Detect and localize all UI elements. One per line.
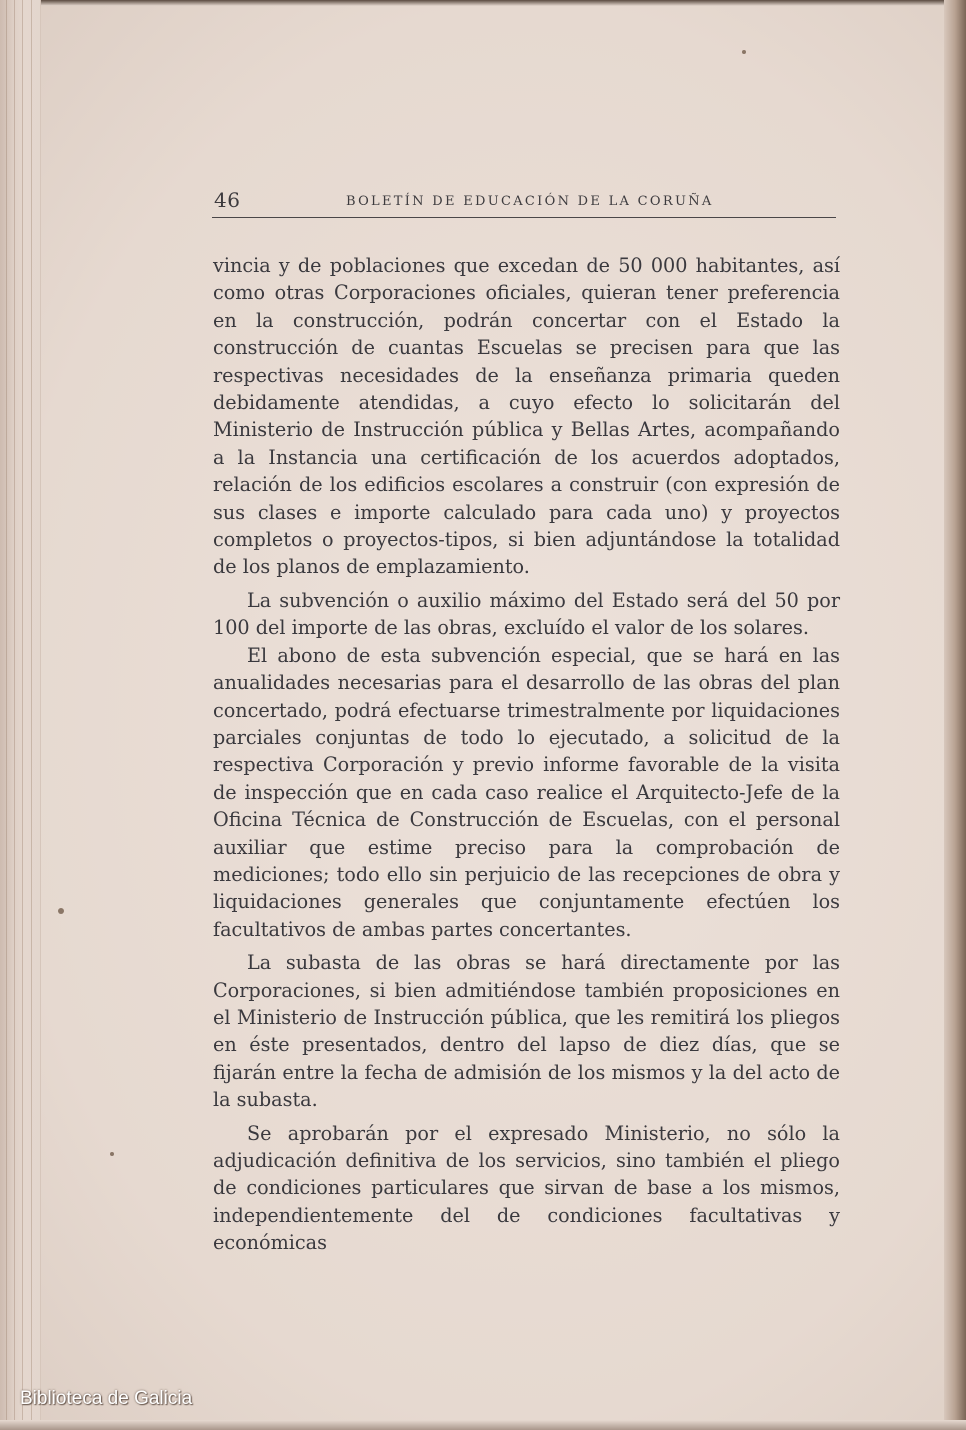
header-rule <box>212 217 836 218</box>
page-top-edge <box>0 0 966 6</box>
page-right-edge <box>944 0 966 1430</box>
paragraph: Se aprobarán por el expresado Ministerio, no sólo la adjudicación definitiva de los servicios, sino también el pliego de condiciones particulares que sirvan de base a los mismos, independientemente del de condiciones facultativas y económicas <box>213 1121 840 1255</box>
body-text <box>213 252 840 1257</box>
paragraph: El abono de esta subvención especial, que se hará en las anualidades necesarias para el desarrollo de las obras del plan concertado, podrá efectuarse trimestralmente por liquidaciones parciales conjuntas de todo lo ejecutado, a solicitud de la respectiva Corporación y previo informe favorable de la visita de inspección que en cada caso realice el Arquitecto-Jefe de la Oficina Técnica de Construcción de Escuelas, con el personal auxiliar que estime preciso para la comprobación de mediciones; todo ello sin perjuicio de las recepciones de obra y liquidaciones generales que conjuntamente efectúen los facultativos de ambas partes concertantes. <box>213 643 840 941</box>
page-bottom-edge <box>0 1420 966 1430</box>
paragraph: vincia y de poblaciones que excedan de 50 000 habitantes, así como otras Corporaciones oficiales, quieran tener preferencia en la construcción, podrán concertar con el Estado la construcción de cuantas Escuelas se precisen para que las respectivas necesidades de la enseñanza primaria queden debidamente atendidas, a cuyo efecto lo solicitarán del Ministerio de Instrucción pública y Bellas Artes, acompañando a la Instancia una certificación de los acuerdos adoptados, relación de los edificios escolares a construir (con expresión de sus clases e importe calculado para cada uno) y proyectos completos o proyectos-tipos, si bien adjuntándose la totalidad de los planos de emplazamiento. <box>213 254 840 579</box>
library-watermark: Biblioteca de Galicia <box>20 1388 193 1409</box>
binding-margin <box>0 0 41 1430</box>
running-title: BOLETÍN DE EDUCACIÓN DE LA CORUÑA <box>346 194 714 209</box>
paragraph: La subvención o auxilio máximo del Estado será del 50 por 100 del importe de las obras, excluído el valor de los solares. <box>213 588 840 640</box>
running-header <box>212 186 838 216</box>
paragraph: La subasta de las obras se hará directamente por las Corporaciones, si bien admitiéndose también proposiciones en el Ministerio de Instrucción pública, que les remitirá los pliegos en éste presentados, dentro del lapso de diez días, que se fijarán entre la fecha de admisión de los mismos y la del acto de la subasta. <box>213 951 840 1112</box>
page-number: 46 <box>214 188 241 212</box>
